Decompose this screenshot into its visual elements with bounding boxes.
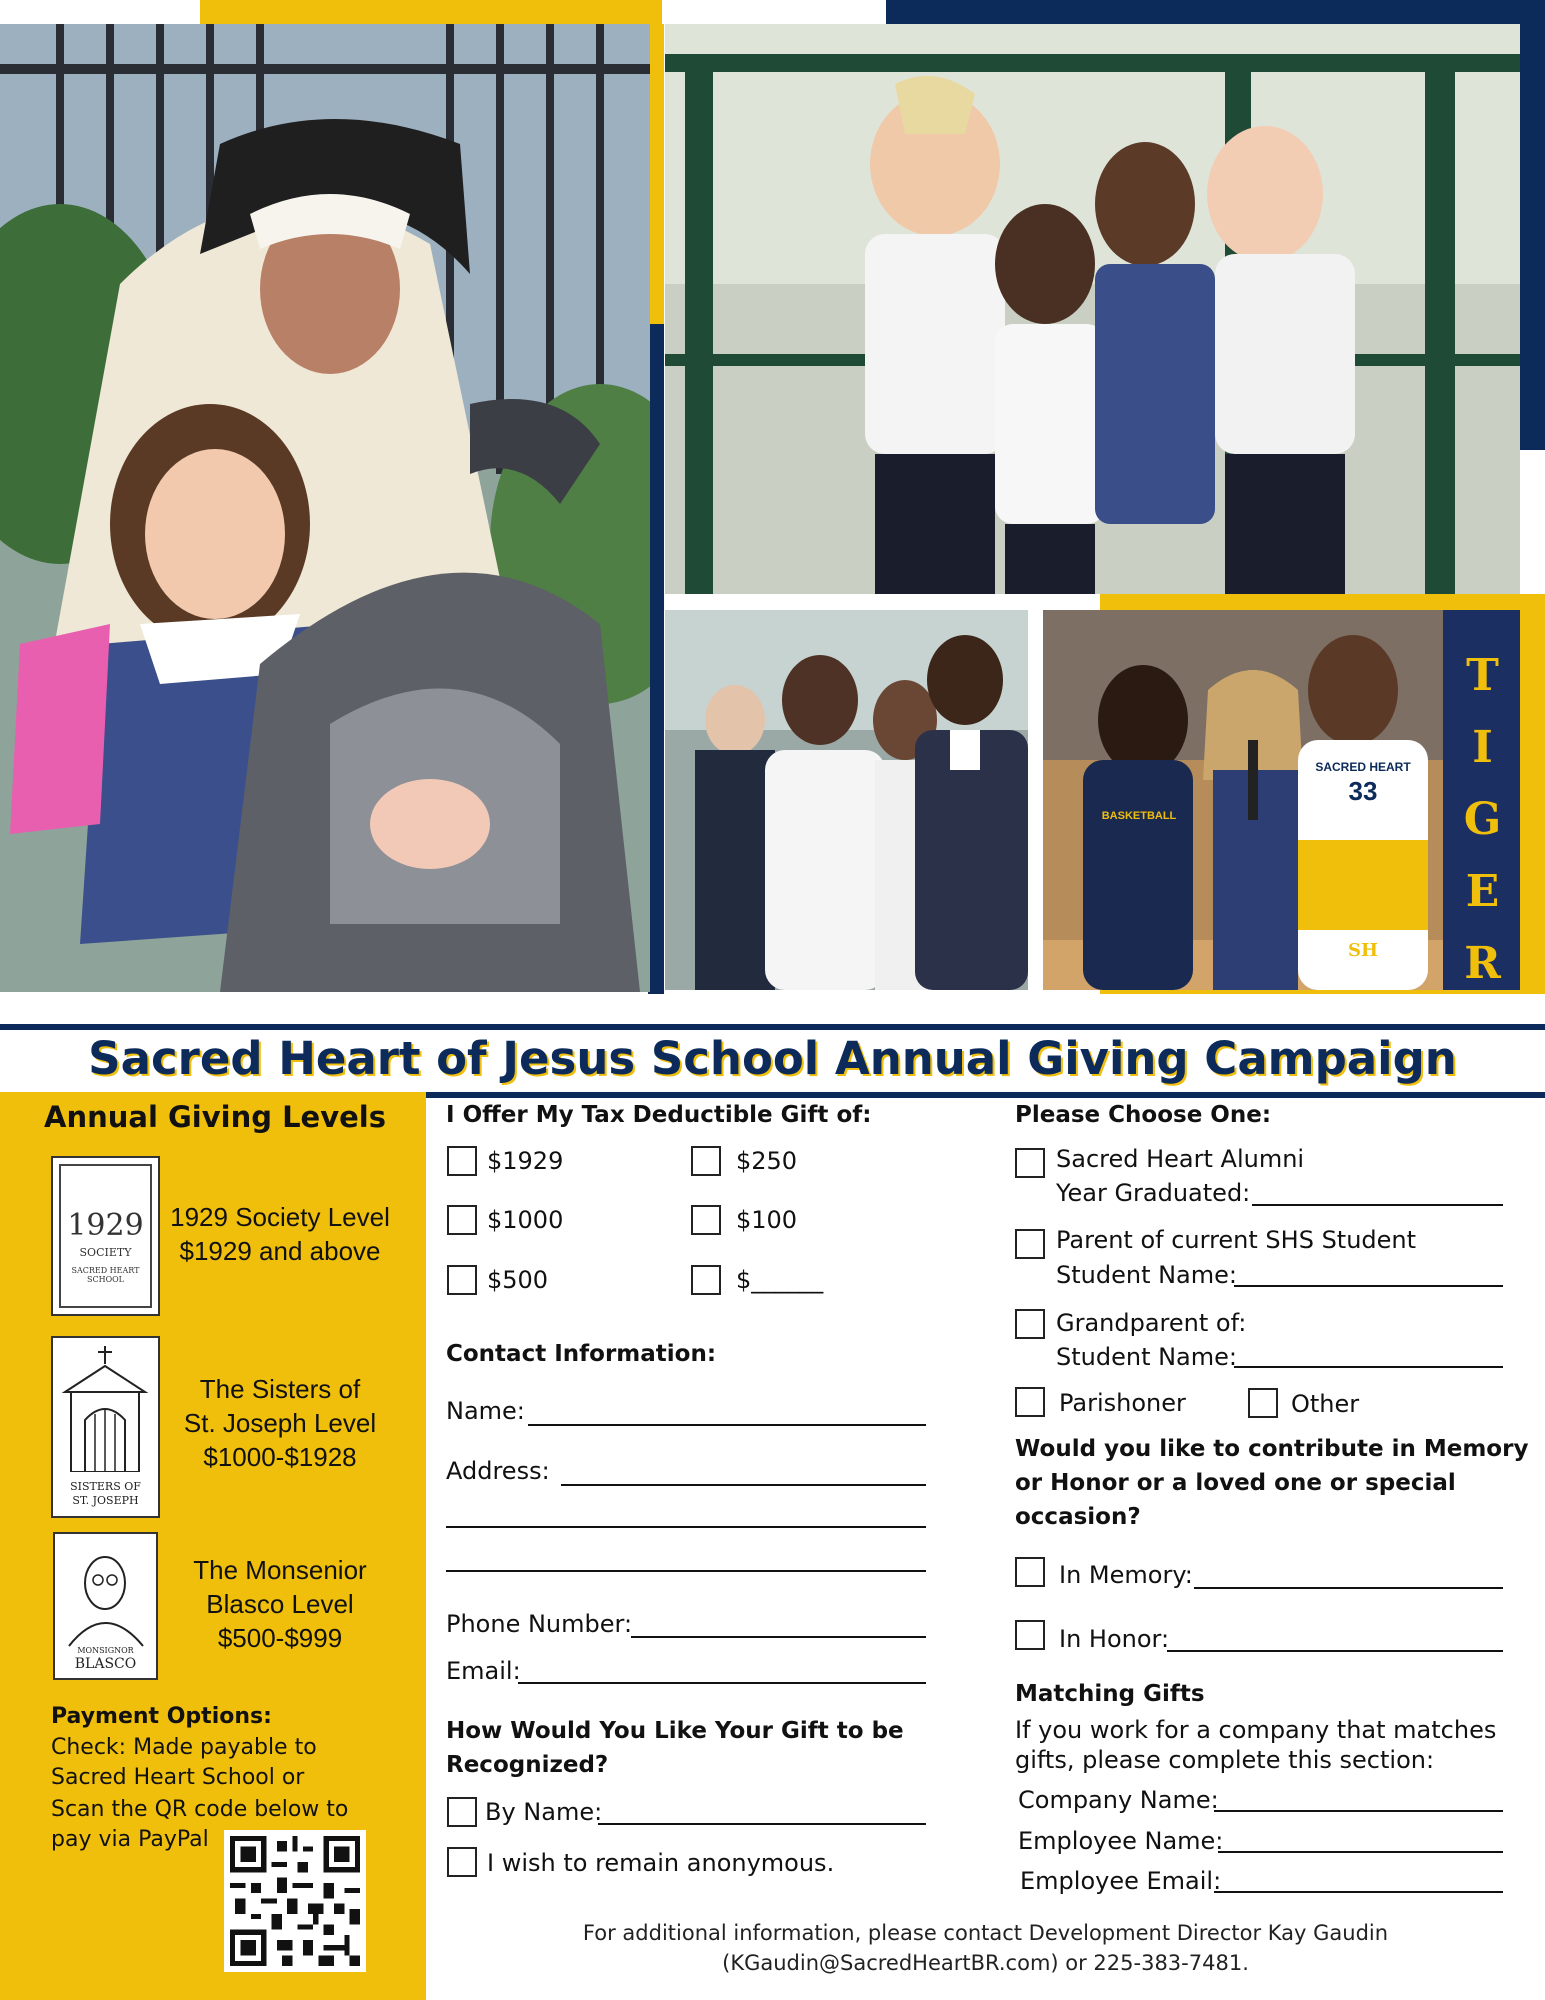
title-top-rule	[0, 1024, 1545, 1030]
banner-letter: E	[1465, 866, 1500, 917]
parishoner-label: Parishoner	[1059, 1389, 1186, 1417]
gift-250-label: $250	[736, 1147, 798, 1175]
anonymous-checkbox[interactable]	[447, 1847, 477, 1877]
level-st-joseph-text	[160, 1372, 400, 1474]
jersey-number: 33	[1348, 776, 1378, 806]
recognition-heading-2: Recognized?	[446, 1752, 609, 1778]
grandparent-checkbox[interactable]	[1015, 1309, 1045, 1339]
footer-line: For additional information, please contact Development Director Kay Gaudin	[582, 1921, 1389, 1945]
parent-label: Parent of current SHS Student	[1056, 1226, 1417, 1254]
parishoner-checkbox[interactable]	[1015, 1387, 1045, 1417]
matching-gifts-heading: Matching Gifts	[1015, 1681, 1205, 1707]
level-name: 1929 Society Level	[170, 1202, 390, 1232]
gift-1000-checkbox[interactable]	[447, 1205, 477, 1235]
by-name-checkbox[interactable]	[447, 1797, 477, 1827]
level-name: The Sisters of	[199, 1374, 361, 1404]
gold-accent-side	[648, 24, 664, 324]
in-memory-checkbox[interactable]	[1015, 1557, 1045, 1587]
logo-st-joseph: ST. JOSEPH	[72, 1494, 139, 1507]
matching-gifts-text-2: gifts, please complete this section:	[1015, 1746, 1435, 1774]
year-graduated-field[interactable]	[1252, 1204, 1503, 1206]
address-label: Address:	[446, 1457, 550, 1485]
address-field-3[interactable]	[446, 1570, 926, 1572]
alumni-checkbox[interactable]	[1015, 1148, 1045, 1178]
playground-photo	[665, 24, 1520, 594]
other-checkbox[interactable]	[1248, 1388, 1278, 1418]
payment-options-heading: Payment Options:	[51, 1704, 272, 1729]
gym-photo	[1043, 610, 1520, 990]
payment-line: pay via PayPal	[51, 1827, 209, 1852]
gift-custom-checkbox[interactable]	[691, 1265, 721, 1295]
phone-label: Phone Number:	[446, 1610, 633, 1638]
chapel-icon	[53, 1342, 158, 1472]
gift-500-checkbox[interactable]	[447, 1265, 477, 1295]
shorts-logo: SH	[1347, 940, 1378, 961]
navy-accent-right	[1520, 24, 1545, 450]
level-1929-text	[160, 1200, 400, 1268]
in-honor-label: In Honor:	[1059, 1625, 1170, 1653]
in-honor-field[interactable]	[1167, 1650, 1503, 1652]
jersey-text: SACRED HEART	[1315, 760, 1411, 774]
level-blasco-text	[160, 1553, 400, 1655]
gift-custom-label[interactable]: $______	[736, 1266, 824, 1294]
tiger-banner	[1445, 640, 1520, 990]
gold-accent-bar	[200, 0, 662, 24]
employee-email-label: Employee Email:	[1020, 1867, 1222, 1895]
level-range: $500-$999	[217, 1623, 343, 1653]
company-name-field[interactable]	[1214, 1810, 1503, 1812]
gift-100-label: $100	[736, 1206, 798, 1234]
anonymous-label: I wish to remain anonymous.	[487, 1849, 835, 1877]
by-name-field[interactable]	[598, 1823, 926, 1825]
matching-gifts-text: If you work for a company that matches	[1015, 1716, 1497, 1744]
email-label: Email:	[446, 1657, 521, 1685]
logo-year: 1929	[67, 1208, 144, 1243]
parent-student-name-field[interactable]	[1234, 1285, 1503, 1287]
students-photo	[665, 610, 1028, 990]
employee-name-field[interactable]	[1218, 1851, 1503, 1853]
other-label: Other	[1291, 1390, 1360, 1418]
alumni-label: Sacred Heart Alumni	[1056, 1145, 1305, 1173]
gift-1000-label: $1000	[487, 1206, 564, 1234]
portrait-icon	[55, 1538, 156, 1648]
memory-heading-3: occasion?	[1015, 1504, 1141, 1530]
logo-monsignor: MONSIGNOR	[77, 1646, 134, 1655]
banner-letter: I	[1472, 722, 1493, 773]
sister-photo	[0, 24, 650, 992]
navy-accent-bar	[886, 0, 1545, 24]
grandparent-label: Grandparent of:	[1056, 1309, 1247, 1337]
grandparent-student-name-field[interactable]	[1234, 1366, 1503, 1368]
payment-line: Sacred Heart School or	[51, 1765, 305, 1790]
monsignor-blasco-logo	[53, 1532, 158, 1680]
level-range: $1000-$1928	[203, 1442, 357, 1472]
level-name: The Monsenior	[193, 1555, 367, 1585]
gift-1929-label: $1929	[487, 1147, 564, 1175]
memory-heading-2: or Honor or a loved one or special	[1015, 1470, 1456, 1496]
choose-one-heading: Please Choose One:	[1015, 1102, 1272, 1128]
employee-email-field[interactable]	[1214, 1891, 1503, 1893]
employee-name-label: Employee Name:	[1018, 1827, 1224, 1855]
sisters-of-st-joseph-logo	[51, 1336, 160, 1518]
payment-line: Scan the QR code below to	[51, 1797, 349, 1822]
recognition-heading: How Would You Like Your Gift to be	[446, 1718, 904, 1744]
company-name-label: Company Name:	[1018, 1786, 1219, 1814]
by-name-label: By Name:	[485, 1798, 603, 1826]
address-field-2[interactable]	[446, 1526, 926, 1528]
gift-500-label: $500	[487, 1266, 549, 1294]
banner-letter: R	[1464, 938, 1501, 989]
logo-sisters: SISTERS OF	[70, 1480, 141, 1493]
logo-blasco: BLASCO	[74, 1656, 137, 1672]
in-memory-label: In Memory:	[1059, 1561, 1193, 1589]
paypal-qr-code[interactable]	[224, 1830, 366, 1972]
footer-contact	[426, 1918, 1545, 1978]
footer-line-2: (KGaudin@SacredHeartBR.com) or 225-383-7481.	[722, 1951, 1249, 1975]
banner-letter: G	[1463, 794, 1502, 845]
level-range: $1929 and above	[179, 1236, 381, 1266]
year-graduated-label: Year Graduated:	[1056, 1179, 1251, 1207]
payment-line: Check: Made payable to	[51, 1735, 317, 1760]
giving-levels-heading: Annual Giving Levels	[44, 1100, 386, 1134]
contact-heading: Contact Information:	[446, 1341, 717, 1367]
level-name-2: St. Joseph Level	[183, 1408, 377, 1438]
name-label: Name:	[446, 1397, 525, 1425]
phone-field[interactable]	[631, 1636, 926, 1638]
society-1929-logo	[51, 1156, 160, 1316]
gift-1929-checkbox[interactable]	[447, 1146, 477, 1176]
address-field-1[interactable]	[561, 1484, 926, 1486]
in-memory-field[interactable]	[1194, 1587, 1503, 1589]
shirt-text: BASKETBALL	[1101, 810, 1177, 822]
level-name-2: Blasco Level	[206, 1589, 354, 1619]
parent-student-name-label: Student Name:	[1056, 1261, 1237, 1289]
logo-school: SACRED HEART SCHOOL	[71, 1266, 140, 1284]
logo-society: SOCIETY	[79, 1246, 132, 1259]
name-field[interactable]	[528, 1424, 926, 1426]
parent-checkbox[interactable]	[1015, 1229, 1045, 1259]
navy-accent-side	[648, 324, 664, 994]
banner-letter: T	[1466, 650, 1499, 701]
gift-250-checkbox[interactable]	[691, 1146, 721, 1176]
grandparent-student-name-label: Student Name:	[1056, 1343, 1237, 1371]
memory-heading: Would you like to contribute in Memory	[1015, 1436, 1529, 1462]
page-title: Sacred Heart of Jesus School Annual Giving Campaign	[88, 1032, 1457, 1085]
in-honor-checkbox[interactable]	[1015, 1620, 1045, 1650]
email-field[interactable]	[518, 1682, 926, 1684]
gift-heading: I Offer My Tax Deductible Gift of:	[446, 1102, 872, 1128]
gift-100-checkbox[interactable]	[691, 1205, 721, 1235]
